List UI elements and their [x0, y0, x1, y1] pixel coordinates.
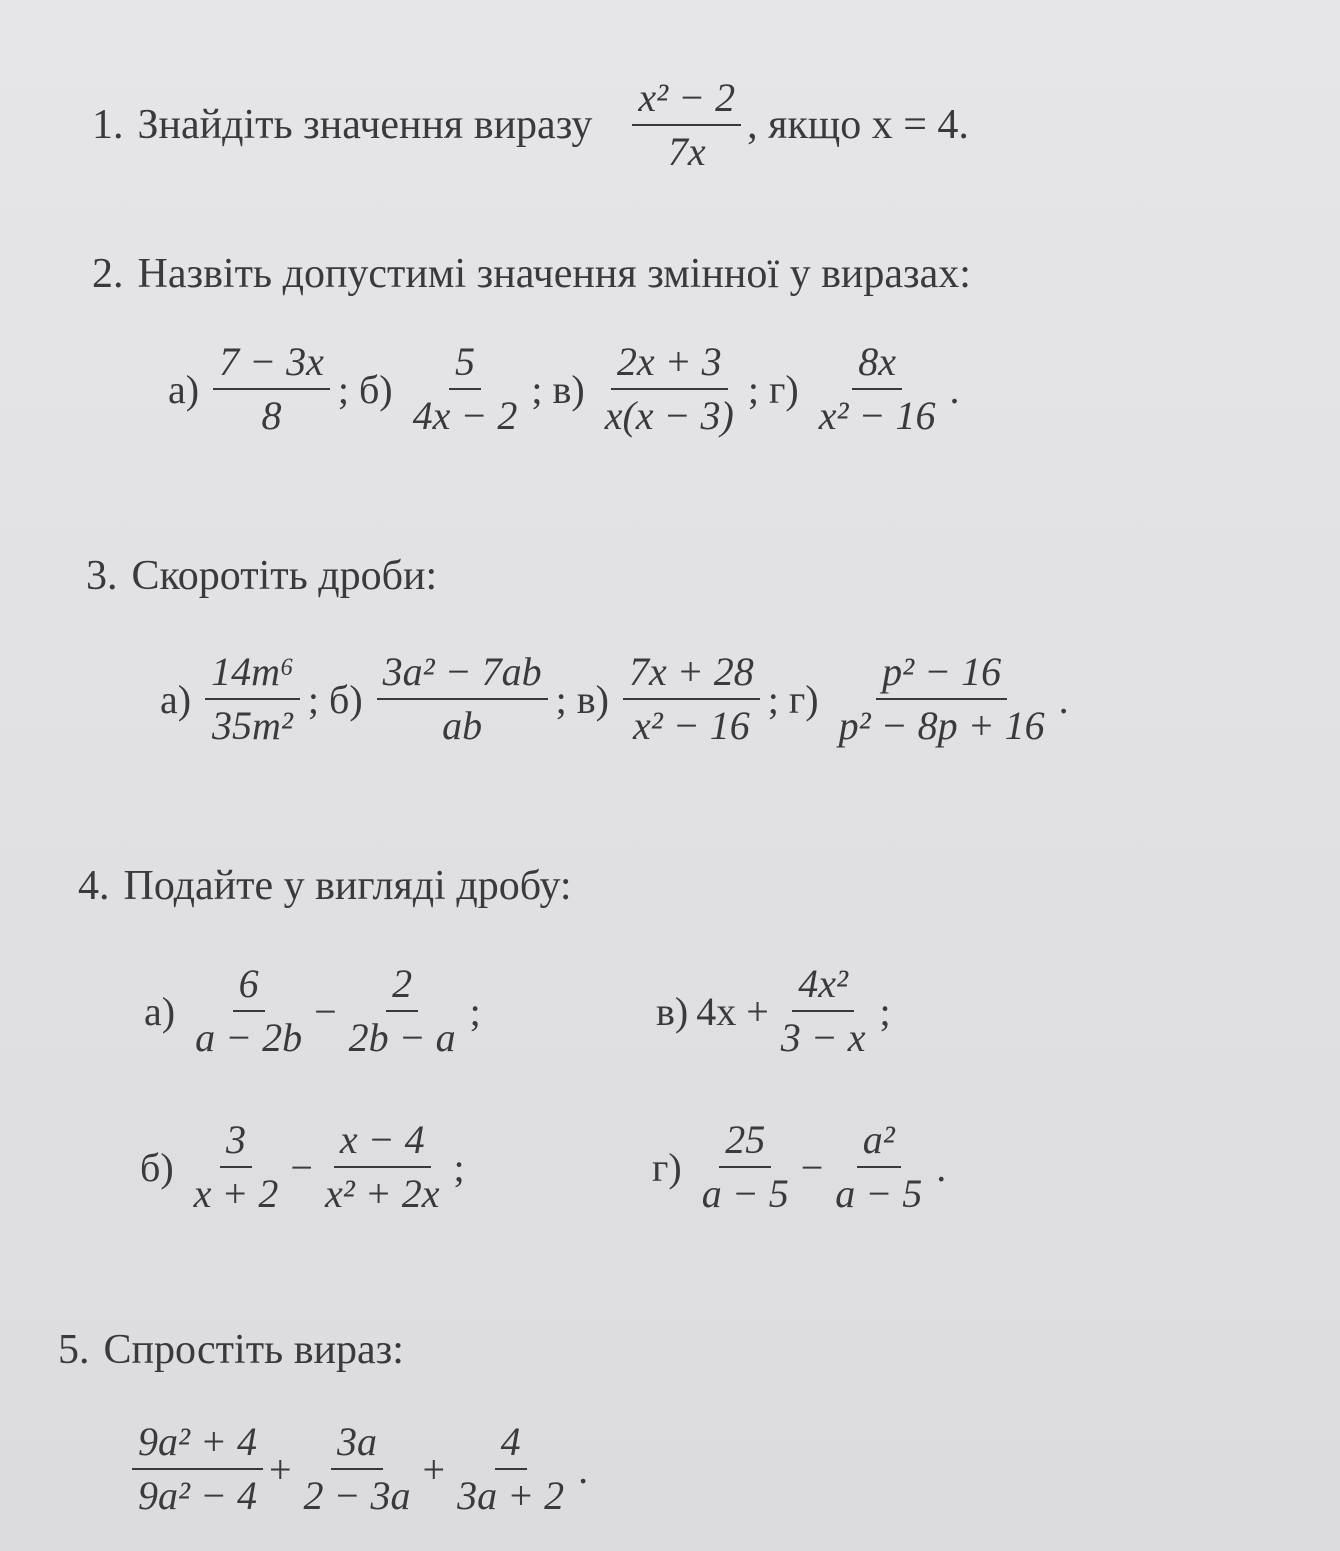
q3-denominator-v: x² − 16 — [633, 703, 750, 748]
q4-a-numerator-2: 2 — [386, 962, 418, 1012]
q4-item-b — [140, 1118, 475, 1216]
q4-a-denominator-2: 2b − a — [348, 1015, 456, 1060]
question-5-expression — [126, 1420, 598, 1518]
q4-g-numerator-1: 25 — [719, 1118, 771, 1168]
q4-g-denominator-1: a − 5 — [701, 1171, 789, 1216]
q4-g-numerator-2: a² — [857, 1118, 901, 1168]
question-4-text: Подайте у вигляді дробу: — [123, 863, 572, 909]
q4-label-g: г) — [652, 1144, 682, 1190]
q2-separator-g: . — [949, 366, 960, 412]
q3-separator-v: ; — [767, 676, 779, 722]
q2-numerator-g: 8x — [852, 340, 902, 390]
q2-separator-a: ; — [337, 366, 349, 412]
question-1 — [92, 76, 969, 174]
q3-denominator-a: 35m² — [212, 703, 293, 748]
q4-item-v — [656, 962, 901, 1060]
q2-fraction-b — [407, 340, 524, 438]
q3-numerator-g: p² − 16 — [876, 650, 1007, 700]
q1-denominator: 7x — [667, 129, 706, 174]
q4-b-denominator-2: x² + 2x — [324, 1171, 440, 1216]
q2-fraction-a — [213, 340, 330, 438]
q3-label-g: г) — [788, 676, 819, 722]
q3-label-a: а) — [160, 676, 192, 722]
q4-g-fraction-1 — [696, 1118, 795, 1216]
q4-g-operator: − — [800, 1144, 824, 1190]
q4-a-denominator-1: a − 2b — [195, 1015, 303, 1060]
q2-label-a: а) — [168, 366, 200, 412]
q2-separator-b: ; — [531, 366, 543, 412]
q3-numerator-v: 7x + 28 — [623, 650, 760, 700]
q3-fraction-g — [833, 650, 1051, 748]
q4-b-separator: ; — [453, 1144, 465, 1190]
q3-denominator-g: p² − 8p + 16 — [838, 703, 1045, 748]
q4-b-numerator-1: 3 — [220, 1118, 252, 1168]
q3-numerator-a: 14m⁶ — [205, 650, 300, 700]
q4-a-separator: ; — [469, 988, 481, 1034]
q2-denominator-v: x(x − 3) — [604, 393, 734, 438]
q3-fraction-v — [623, 650, 760, 748]
question-5 — [58, 1326, 404, 1374]
q4-g-denominator-2: a − 5 — [835, 1171, 923, 1216]
q4-v-numerator: 4x² — [792, 962, 854, 1012]
q5-fraction-2 — [298, 1420, 417, 1518]
q4-a-operator: − — [314, 988, 337, 1034]
q3-denominator-b: ab — [442, 703, 483, 748]
q2-numerator-b: 5 — [449, 340, 481, 390]
q2-denominator-a: 8 — [261, 393, 282, 438]
question-1-number: 1. — [92, 102, 124, 148]
q4-g-separator: . — [936, 1144, 947, 1190]
question-5-number: 5. — [58, 1327, 90, 1373]
q4-v-prefix: 4x + — [696, 988, 769, 1034]
q5-denominator-2: 2 − 3a — [303, 1473, 411, 1518]
q3-fraction-b — [377, 650, 548, 748]
q5-operator-1: + — [268, 1446, 292, 1492]
question-2-number: 2. — [92, 251, 124, 297]
question-4 — [78, 862, 572, 910]
q4-b-numerator-2: x − 4 — [334, 1118, 431, 1168]
q1-fraction — [632, 76, 741, 174]
q3-numerator-b: 3a² − 7ab — [377, 650, 548, 700]
question-3 — [86, 552, 437, 600]
q2-label-b: б) — [358, 366, 393, 412]
q2-denominator-b: 4x − 2 — [412, 393, 518, 438]
q2-separator-v: ; — [747, 366, 759, 412]
question-3-text: Скоротіть дроби: — [131, 553, 438, 599]
question-2-expressions — [168, 340, 969, 438]
q2-numerator-v: 2x + 3 — [611, 340, 728, 390]
question-1-condition: , якщо x = 4. — [747, 102, 969, 148]
q4-b-fraction-2 — [319, 1118, 446, 1216]
q3-separator-b: ; — [555, 676, 567, 722]
q3-fraction-a — [205, 650, 300, 748]
q4-v-separator: ; — [879, 988, 891, 1034]
q4-a-fraction-1 — [189, 962, 308, 1060]
q4-a-fraction-2 — [343, 962, 462, 1060]
q5-numerator-3: 4 — [495, 1420, 527, 1470]
q2-numerator-a: 7 − 3x — [213, 340, 330, 390]
q5-denominator-1: 9a² − 4 — [138, 1473, 257, 1518]
question-2 — [92, 250, 971, 298]
q2-label-g: г) — [768, 366, 799, 412]
q3-label-b: б) — [329, 676, 363, 722]
q5-separator: . — [578, 1446, 589, 1492]
question-5-text: Спростіть вираз: — [103, 1327, 404, 1373]
q5-numerator-1: 9a² + 4 — [132, 1420, 263, 1470]
q4-item-g — [652, 1118, 956, 1216]
q5-operator-2: + — [422, 1446, 446, 1492]
question-4-number: 4. — [78, 863, 110, 909]
question-2-text: Назвіть допустимі значення змінної у виразах: — [137, 251, 971, 297]
q2-denominator-g: x² − 16 — [818, 393, 936, 438]
q5-denominator-3: 3a + 2 — [457, 1473, 565, 1518]
q4-item-a — [144, 962, 491, 1060]
q2-label-v: в) — [552, 366, 585, 412]
q4-label-b: б) — [140, 1144, 174, 1190]
q4-b-denominator-1: x + 2 — [193, 1171, 279, 1216]
q4-label-a: а) — [144, 988, 176, 1034]
question-1-text: Знайдіть значення виразу — [137, 102, 593, 148]
q4-g-fraction-2 — [829, 1118, 928, 1216]
q1-numerator: x² − 2 — [632, 76, 741, 126]
q3-separator-a: ; — [307, 676, 319, 722]
question-3-number: 3. — [86, 553, 118, 599]
q4-b-fraction-1 — [188, 1118, 285, 1216]
q2-fraction-v — [599, 340, 740, 438]
q5-numerator-2: 3a — [331, 1420, 383, 1470]
q4-a-numerator-1: 6 — [233, 962, 265, 1012]
q2-fraction-g — [813, 340, 942, 438]
q4-v-denominator: 3 − x — [780, 1015, 866, 1060]
q3-separator-g: . — [1058, 676, 1069, 722]
question-3-expressions — [160, 650, 1079, 748]
q3-label-v: в) — [576, 676, 609, 722]
q5-fraction-1 — [132, 1420, 263, 1518]
q4-b-operator: − — [290, 1144, 313, 1190]
q4-label-v: в) — [656, 988, 689, 1034]
q4-v-fraction — [775, 962, 872, 1060]
q5-fraction-3 — [451, 1420, 570, 1518]
